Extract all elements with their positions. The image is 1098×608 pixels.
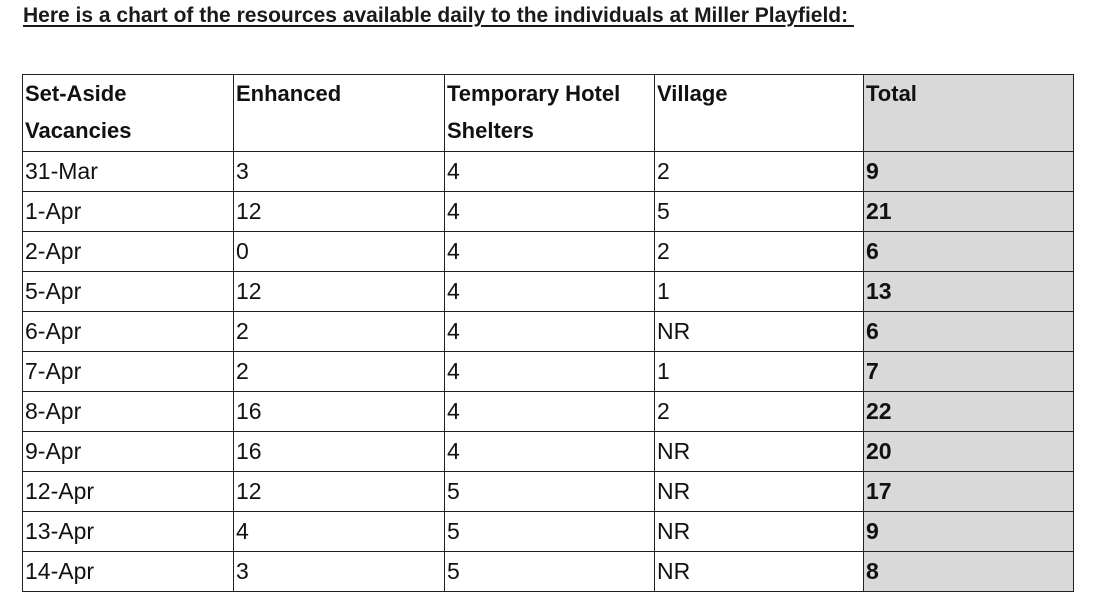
table-row xyxy=(23,312,1074,352)
table-row xyxy=(23,512,1074,552)
total-cell: 22 xyxy=(864,392,1074,432)
enhanced-cell: 12 xyxy=(234,272,445,312)
total-cell: 9 xyxy=(864,152,1074,192)
resources-table-body xyxy=(23,152,1074,592)
total-cell: 7 xyxy=(864,352,1074,392)
date-cell: 1-Apr xyxy=(23,192,234,232)
col-header-village: Village xyxy=(655,75,864,152)
village-cell: 1 xyxy=(655,272,864,312)
village-cell: 1 xyxy=(655,352,864,392)
hotel-cell: 5 xyxy=(445,472,655,512)
enhanced-cell: 2 xyxy=(234,352,445,392)
date-cell: 6-Apr xyxy=(23,312,234,352)
hotel-cell: 4 xyxy=(445,152,655,192)
enhanced-cell: 16 xyxy=(234,392,445,432)
total-cell: 21 xyxy=(864,192,1074,232)
table-row xyxy=(23,392,1074,432)
hotel-cell: 4 xyxy=(445,352,655,392)
table-row xyxy=(23,272,1074,312)
total-cell: 17 xyxy=(864,472,1074,512)
table-row xyxy=(23,192,1074,232)
total-cell: 9 xyxy=(864,512,1074,552)
header-row xyxy=(23,75,1074,152)
table-row xyxy=(23,232,1074,272)
date-cell: 8-Apr xyxy=(23,392,234,432)
total-cell: 20 xyxy=(864,432,1074,472)
date-cell: 9-Apr xyxy=(23,432,234,472)
village-cell: NR xyxy=(655,512,864,552)
date-cell: 12-Apr xyxy=(23,472,234,512)
enhanced-cell: 3 xyxy=(234,552,445,592)
hotel-cell: 4 xyxy=(445,272,655,312)
enhanced-cell: 0 xyxy=(234,232,445,272)
village-cell: 2 xyxy=(655,152,864,192)
hotel-cell: 4 xyxy=(445,392,655,432)
village-cell: 2 xyxy=(655,232,864,272)
col-header-enhanced: Enhanced xyxy=(234,75,445,152)
date-cell: 14-Apr xyxy=(23,552,234,592)
enhanced-cell: 12 xyxy=(234,192,445,232)
hotel-cell: 5 xyxy=(445,552,655,592)
village-cell: NR xyxy=(655,552,864,592)
hotel-cell: 5 xyxy=(445,512,655,552)
hotel-cell: 4 xyxy=(445,192,655,232)
village-cell: 5 xyxy=(655,192,864,232)
enhanced-cell: 3 xyxy=(234,152,445,192)
col-header-set-aside: Set-Aside Vacancies xyxy=(23,75,234,152)
hotel-cell: 4 xyxy=(445,312,655,352)
table-row xyxy=(23,552,1074,592)
enhanced-cell: 4 xyxy=(234,512,445,552)
resources-table xyxy=(22,74,1074,592)
total-cell: 6 xyxy=(864,312,1074,352)
table-row xyxy=(23,352,1074,392)
date-cell: 7-Apr xyxy=(23,352,234,392)
enhanced-cell: 12 xyxy=(234,472,445,512)
total-cell: 8 xyxy=(864,552,1074,592)
date-cell: 5-Apr xyxy=(23,272,234,312)
col-header-temporary-hotel-shelters: Temporary Hotel Shelters xyxy=(445,75,655,152)
page-heading: Here is a chart of the resources available daily to the individuals at Miller Playfield: xyxy=(23,4,854,27)
enhanced-cell: 2 xyxy=(234,312,445,352)
table-row xyxy=(23,472,1074,512)
hotel-cell: 4 xyxy=(445,232,655,272)
col-header-total: Total xyxy=(864,75,1074,152)
total-cell: 13 xyxy=(864,272,1074,312)
resources-table-header xyxy=(23,75,1074,152)
table-row xyxy=(23,432,1074,472)
enhanced-cell: 16 xyxy=(234,432,445,472)
date-cell: 31-Mar xyxy=(23,152,234,192)
table-row xyxy=(23,152,1074,192)
date-cell: 2-Apr xyxy=(23,232,234,272)
village-cell: NR xyxy=(655,472,864,512)
village-cell: NR xyxy=(655,432,864,472)
hotel-cell: 4 xyxy=(445,432,655,472)
total-cell: 6 xyxy=(864,232,1074,272)
date-cell: 13-Apr xyxy=(23,512,234,552)
village-cell: 2 xyxy=(655,392,864,432)
village-cell: NR xyxy=(655,312,864,352)
